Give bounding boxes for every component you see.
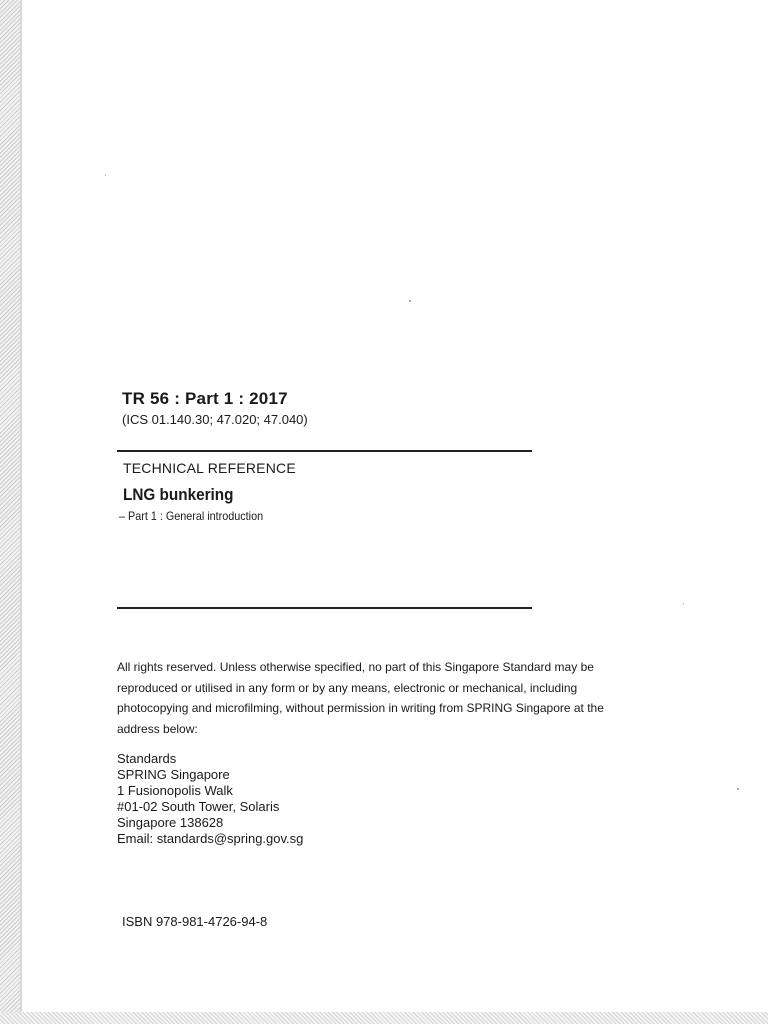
divider-bottom xyxy=(117,607,532,609)
scan-edge-left xyxy=(0,0,22,1024)
address-line: 1 Fusionopolis Walk xyxy=(117,783,233,798)
isbn: ISBN 978-981-4726-94-8 xyxy=(122,914,268,929)
address-line: Singapore 138628 xyxy=(117,815,224,830)
address-line: #01-02 South Tower, Solaris xyxy=(117,799,280,814)
address-line: Standards xyxy=(117,751,177,766)
rights-notice: All rights reserved. Unless otherwise specified, no part of this Singapore Standard may be reproduced or utilised in any form or by any means, electronic or mechanical, including photocopying and microfilming, without permission in writing from SPRING Singapore at the address below: xyxy=(117,660,604,736)
address-block xyxy=(117,751,303,847)
divider-top xyxy=(117,450,532,452)
scan-speck xyxy=(683,603,684,604)
document-id: TR 56 : Part 1 : 2017 xyxy=(122,389,288,408)
address-email: Email: standards@spring.gov.sg xyxy=(117,831,304,846)
scan-edge-bottom xyxy=(0,1012,768,1024)
scan-speck xyxy=(105,175,106,176)
scan-speck xyxy=(737,788,739,790)
ics-codes: (ICS 01.140.30; 47.020; 47.040) xyxy=(122,412,308,427)
document-title: LNG bunkering xyxy=(123,485,234,504)
document-subtitle: – Part 1 : General introduction xyxy=(119,509,264,523)
scan-speck xyxy=(409,300,411,302)
document-kind: TECHNICAL REFERENCE xyxy=(123,460,296,476)
address-line: SPRING Singapore xyxy=(117,767,230,782)
scan-edge-line xyxy=(20,0,22,1024)
